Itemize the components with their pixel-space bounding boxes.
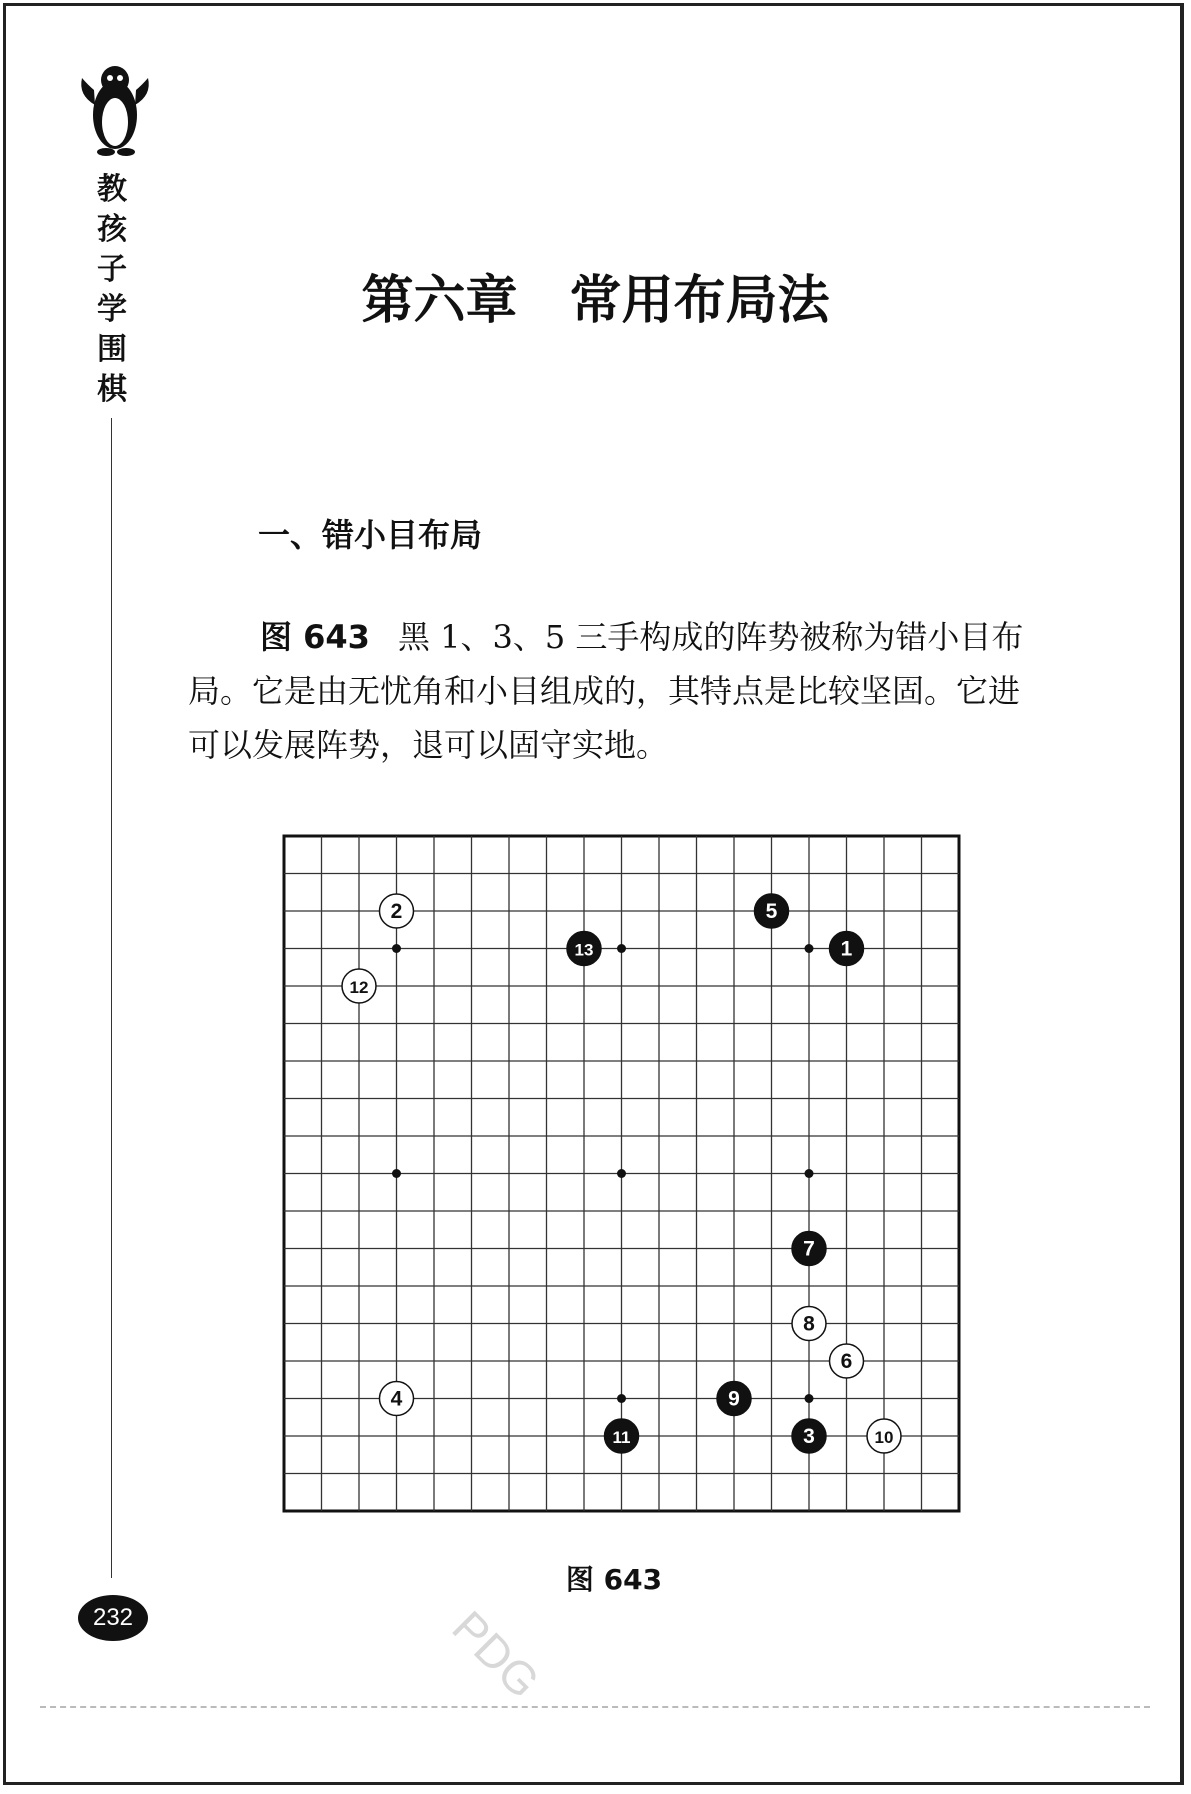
- paragraph-text: 黑 1、3、5 三手构成的阵势被称为错小目布局。它是由无忧角和小目组成的，其特点是比较坚固。它进可以发展阵势，退可以固守实地。: [188, 618, 1024, 764]
- star-point: [392, 1169, 401, 1178]
- go-board-diagram: [276, 828, 966, 1518]
- stone-number: 7: [803, 1237, 815, 1261]
- stone-number: 8: [803, 1312, 815, 1336]
- figure-caption: 图 643: [565, 1563, 663, 1596]
- section-title: 一、错小目布局: [258, 516, 483, 554]
- stone-number: 1: [840, 937, 853, 961]
- star-point: [805, 1169, 814, 1178]
- stone-number: 2: [390, 900, 403, 923]
- book-title-vertical: 教孩子学围棋: [97, 172, 127, 407]
- star-point: [617, 1394, 626, 1403]
- figure-reference: 图 643: [260, 618, 370, 656]
- penguin-mascot-icon: [70, 60, 160, 160]
- watermark: PDG: [442, 1600, 550, 1708]
- stone-number: 6: [840, 1350, 853, 1373]
- body-paragraph: [188, 610, 1048, 772]
- stone-number: 5: [765, 900, 778, 923]
- side-divider: [111, 418, 112, 1578]
- star-point: [805, 944, 814, 953]
- stone-number: 9: [728, 1387, 740, 1411]
- stone-number: 3: [803, 1425, 815, 1448]
- star-point: [617, 1169, 626, 1178]
- star-point: [805, 1394, 814, 1403]
- chapter-title: 第六章 常用布局法: [361, 271, 830, 331]
- star-point: [392, 944, 401, 953]
- stone-number: 13: [574, 940, 594, 960]
- stone-number: 11: [612, 1428, 631, 1447]
- stone-number: 12: [349, 978, 369, 997]
- stone-number: 10: [874, 1428, 894, 1447]
- stone-number: 4: [390, 1387, 403, 1411]
- go-board: [276, 828, 966, 1518]
- bottom-divider: [40, 1706, 1150, 1708]
- star-point: [617, 944, 626, 953]
- page-number: 232: [78, 1595, 148, 1641]
